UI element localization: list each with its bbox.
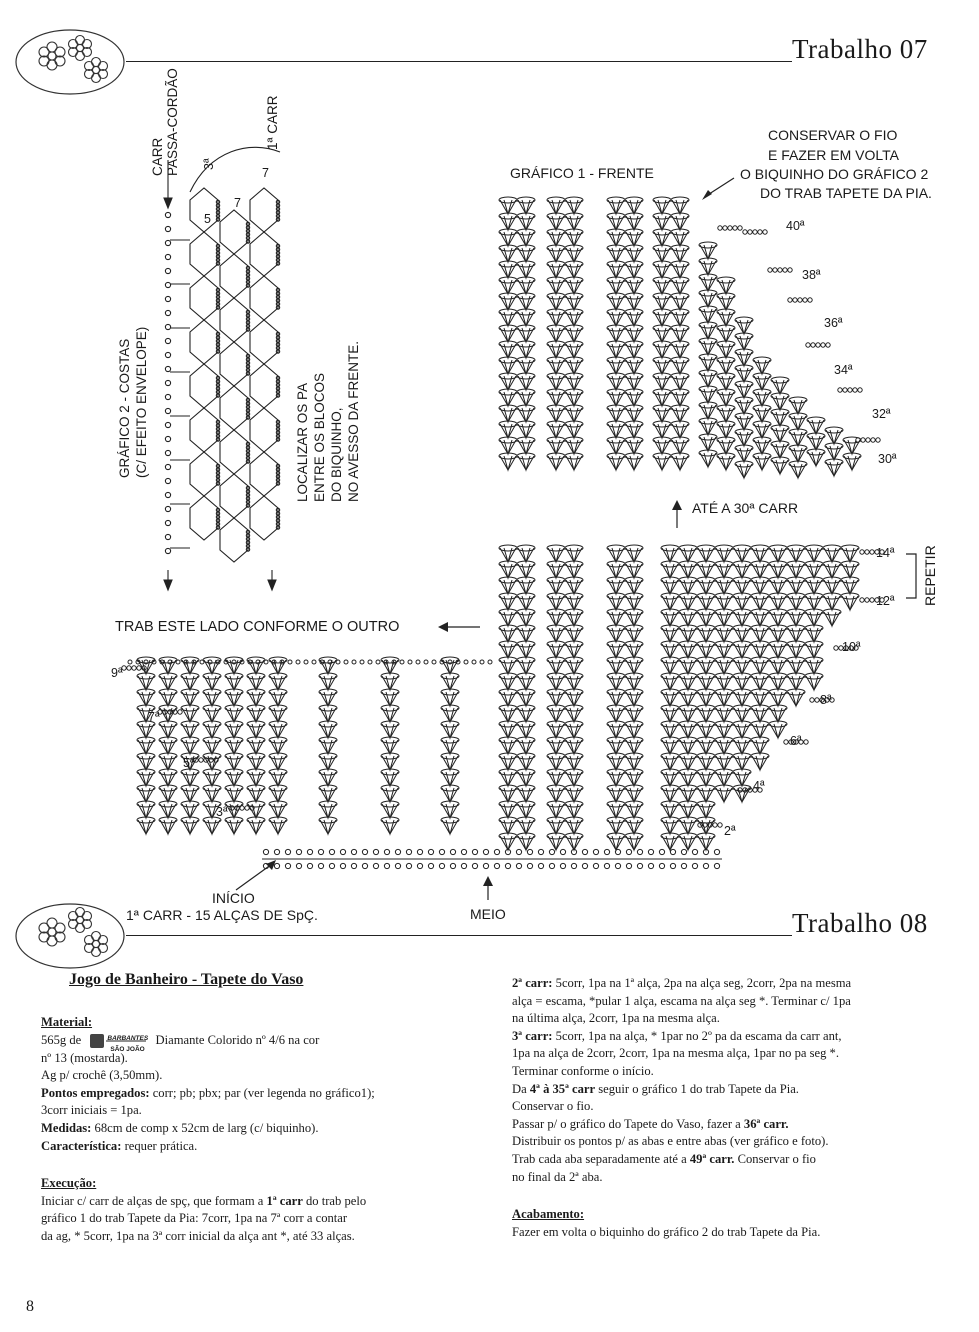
r3-b: 1pa na alça de 2corr, 2corr, 1pa na mesma alça, 1par no pa seg *. bbox=[512, 1046, 839, 1061]
flower-logo-08 bbox=[14, 902, 126, 970]
row-label-7: 7ª bbox=[148, 710, 160, 724]
graph1-conservar-2: O BIQUINHO DO GRÁFICO 2 bbox=[740, 166, 929, 182]
row-label-34: 34ª bbox=[834, 363, 853, 377]
graph1-conservar-0: CONSERVAR O FIO bbox=[768, 127, 898, 143]
graph2-3a-label: 3ª bbox=[202, 158, 216, 170]
graph2-row-7a: 7 bbox=[234, 196, 241, 210]
material-line2: nº 13 (mostarda). bbox=[41, 1050, 128, 1065]
row-label-32: 32ª bbox=[872, 407, 891, 421]
r3-a: 5corr, 1pa na alça, * 1par no 2º pa da escama da carr ant, bbox=[555, 1028, 842, 1043]
exec-1a: Iniciar c/ carr de alças de spç, que formam a bbox=[41, 1193, 264, 1208]
r5-g: no final da 2ª aba. bbox=[512, 1169, 603, 1184]
brand-bottom: SÃO JOÃO bbox=[110, 1045, 145, 1053]
article-title: Jogo de Banheiro - Tapete do Vaso bbox=[69, 971, 304, 988]
meio-arrow bbox=[481, 876, 495, 902]
caract-text: requer prática. bbox=[124, 1138, 198, 1153]
medidas-text: 68cm de comp x 52cm de larg (c/ biquinho). bbox=[94, 1121, 319, 1136]
graph1-conservar-3: DO TRAB TAPETE DA PIA. bbox=[760, 185, 932, 201]
r4-c: seguir o gráfico 1 do trab Tapete da Pia. bbox=[598, 1081, 799, 1096]
r5-c: Distribuir os pontos p/ as abas e entre abas (ver gráfico e foto). bbox=[512, 1134, 829, 1149]
material-line3: Ag p/ crochê (3,50mm). bbox=[41, 1068, 163, 1083]
article-left-column bbox=[41, 1014, 481, 1246]
brand-logo bbox=[90, 1032, 149, 1053]
acab-text: Fazer em volta o biquinho do gráfico 2 do trab Tapete da Pia. bbox=[512, 1224, 821, 1239]
r2-b: alça = escama, *pular 1 alça, escama na alça seg *. Terminar c/ 1pa bbox=[512, 993, 851, 1008]
material-line1-b: Diamante Colorido nº 4/6 na cor bbox=[155, 1032, 320, 1047]
page-number: 8 bbox=[26, 1298, 34, 1315]
row-label-14: 14ª bbox=[876, 546, 895, 560]
graph1-ate-label: ATÉ A 30ª CARR bbox=[692, 500, 799, 516]
row-label-4: 4ª bbox=[753, 779, 765, 793]
graph2-title: GRÁFICO 2 - COSTAS (C/ EFEITO ENVELOPE) bbox=[117, 326, 149, 478]
r4-a: Da bbox=[512, 1081, 527, 1096]
r5-d: Trab cada aba separadamente até a bbox=[512, 1151, 687, 1166]
graph1-repetir: REPETIR bbox=[922, 545, 938, 606]
inicio-label: INÍCIO bbox=[212, 890, 255, 906]
graph2-1a-carr-label: 1ª CARR bbox=[265, 95, 280, 150]
header-rule-08 bbox=[126, 935, 792, 936]
r3-label: 3ª carr: bbox=[512, 1028, 553, 1043]
row-label-30: 30ª bbox=[878, 452, 897, 466]
exec-2: gráfico 1 do trab Tapete da Pia: 7corr, 1pa na 7ª corr a contar bbox=[41, 1211, 348, 1226]
header-title-08: Trabalho 08 bbox=[792, 908, 928, 938]
row-label-8: 8ª bbox=[820, 693, 832, 707]
r2-label: 2ª carr: bbox=[512, 976, 553, 990]
article-right-column bbox=[512, 975, 962, 1241]
r4-b: 4ª à 35ª carr bbox=[529, 1081, 596, 1096]
exec-3: da ag, * 5corr, 1pa na 3ª corr inicial da alça ant *, até 33 alças. bbox=[41, 1229, 355, 1244]
graph2-note: LOCALIZAR OS PA ENTRE OS BLOCOS DO BIQUINHO, NO AVESSO DA FRENTE. bbox=[295, 340, 361, 502]
caract-label: Característica: bbox=[41, 1138, 122, 1153]
trab-lado-arrow bbox=[438, 620, 482, 634]
trab-lado-label: TRAB ESTE LADO CONFORME O OUTRO bbox=[115, 619, 400, 635]
medidas-label: Medidas: bbox=[41, 1121, 92, 1136]
pontos-line2: 3corr iniciais = 1pa. bbox=[41, 1103, 142, 1118]
row-label-12: 12ª bbox=[876, 594, 895, 608]
inicio-arrow bbox=[232, 856, 292, 896]
execucao-heading: Execução: bbox=[41, 1176, 97, 1191]
meio-label: MEIO bbox=[470, 906, 506, 922]
row-label-38: 38ª bbox=[802, 268, 821, 282]
pontos-label: Pontos empregados: bbox=[41, 1085, 150, 1100]
row-label-36: 36ª bbox=[824, 316, 843, 330]
row-label-40: 40ª bbox=[786, 219, 805, 233]
ate-arrow bbox=[670, 500, 684, 530]
material-heading: Material: bbox=[41, 1015, 93, 1029]
row-label-6: 6ª bbox=[790, 734, 802, 748]
exec-1c: do trab pelo bbox=[305, 1193, 367, 1208]
row-label-2: 2ª bbox=[724, 824, 736, 838]
pontos-text: corr; pb; pbx; par (ver legenda no gráfico1); bbox=[152, 1085, 375, 1100]
repetir-bracket bbox=[904, 552, 924, 602]
row-label-10: 10ª bbox=[842, 640, 861, 654]
r5-e: 49ª carr. bbox=[689, 1151, 735, 1166]
r5-a: Passar p/ o gráfico do Tapete do Vaso, fazer a bbox=[512, 1116, 741, 1131]
r2-a: 5corr, 1pa na 1ª alça, 2pa na alça seg, 2corr, 2pa na mesma bbox=[555, 976, 852, 990]
graph2-carr-passa-label: CARR PASSA-CORDÃO bbox=[150, 68, 180, 176]
r4-d: Conservar o fio. bbox=[512, 1099, 594, 1114]
r2-c: na última alça, 2corr, 1pa na mesma alça. bbox=[512, 1011, 720, 1026]
row-label-9: 9ª bbox=[111, 666, 123, 680]
exec-1b: 1ª carr bbox=[266, 1193, 303, 1208]
r3-c: Terminar conforme o início. bbox=[512, 1063, 654, 1078]
r5-b: 36ª carr. bbox=[743, 1116, 789, 1131]
graph2-row-7b: 7 bbox=[262, 166, 269, 180]
primeira-carr-label: 1ª CARR - 15 ALÇAS DE SpÇ. bbox=[126, 907, 318, 923]
graph2-row-5: 5 bbox=[204, 212, 211, 226]
graph1-conservar-1: E FAZER EM VOLTA bbox=[768, 147, 899, 163]
graph1-title: GRÁFICO 1 - FRENTE bbox=[510, 165, 654, 181]
row-label-5: 5ª bbox=[183, 756, 195, 770]
r5-f: Conservar o fio bbox=[737, 1151, 816, 1166]
acabamento-heading: Acabamento: bbox=[512, 1207, 585, 1222]
row-label-3: 3ª bbox=[216, 805, 228, 819]
material-line1-a: 565g de bbox=[41, 1032, 82, 1047]
brand-top: BARBANTES bbox=[107, 1034, 149, 1042]
header-title-07: Trabalho 07 bbox=[792, 34, 928, 64]
